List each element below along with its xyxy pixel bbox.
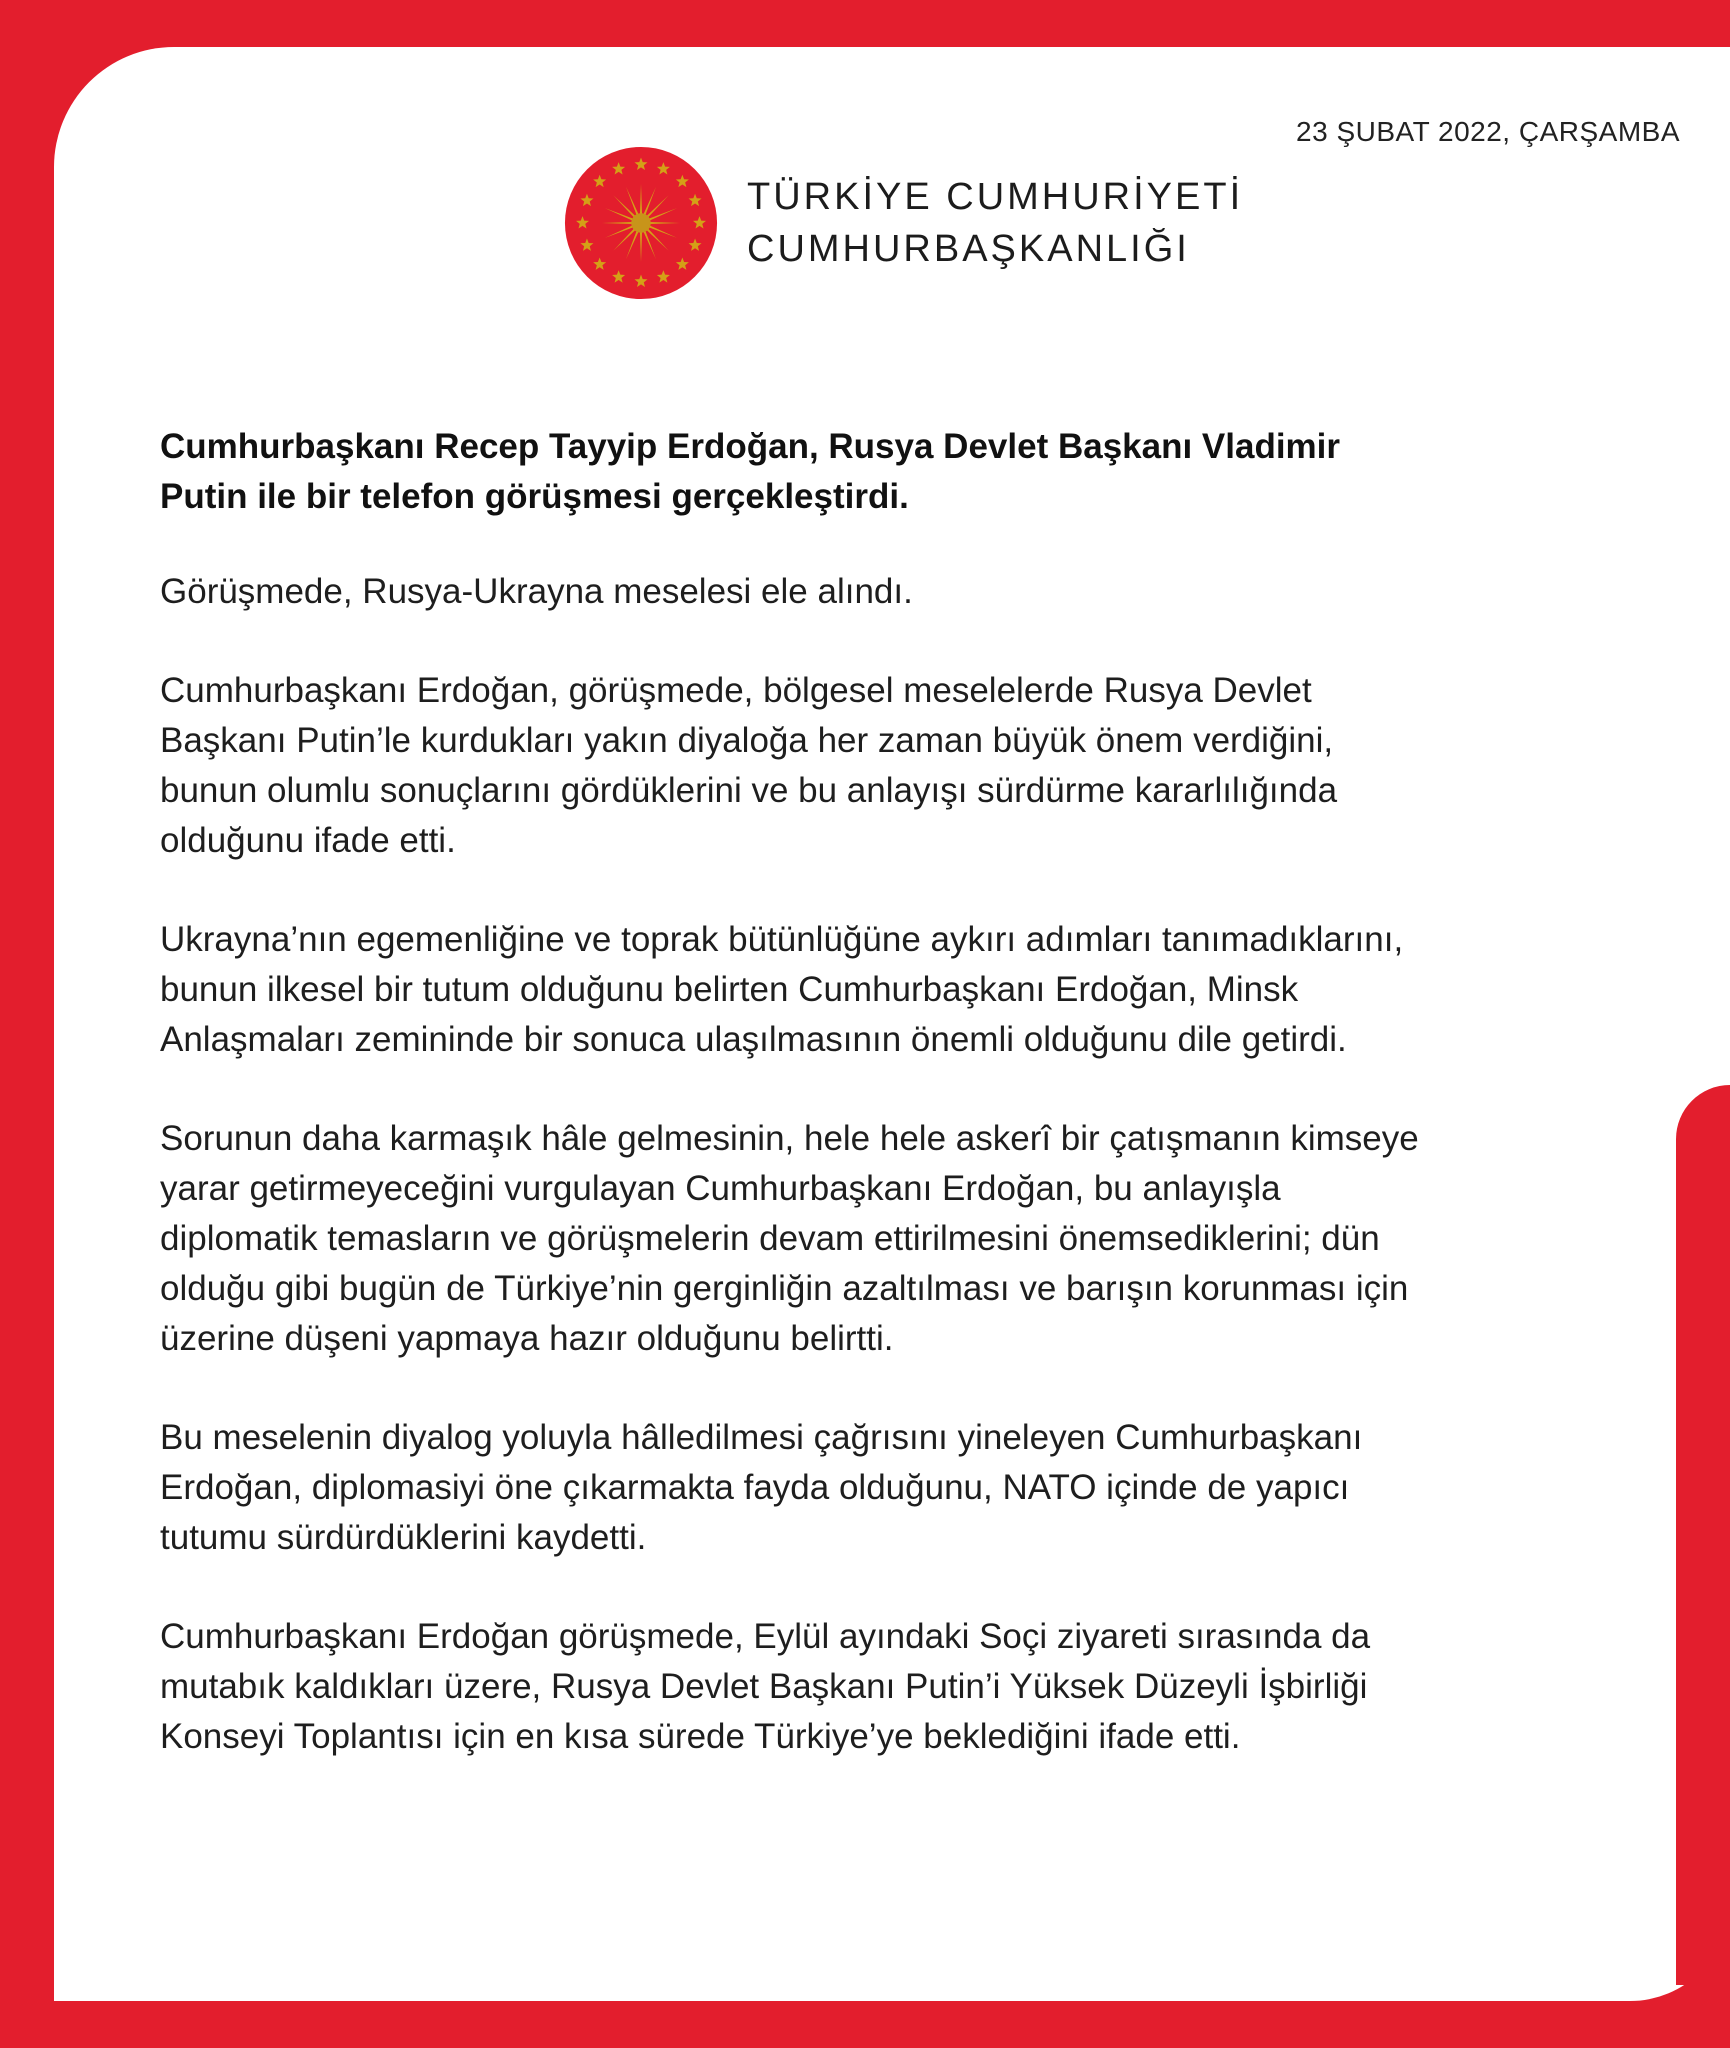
paragraph: Bu meselenin diyalog yoluyla hâlledilmesi çağrısını yineleyen Cumhurbaşkanı Erdoğan, diplomasiyi öne çıkarmakta fayda olduğunu, NATO içinde de yapıcı tutumu sürdürdüklerini kaydetti. [160,1418,1363,1557]
organization-line-1: TÜRKİYE CUMHURİYETİ [747,176,1244,218]
red-frame-left [0,720,54,980]
paragraph: Sorunun daha karmaşık hâle gelmesinin, hele hele askerî bir çatışmanın kimseye yarar getirmeyeceğini vurgulayan Cumhurbaşkanı Erdoğan, bu anlayışla diplomatik temasların ve görüşmelerin devam ettirilmesini önemsediklerini; dün olduğu gibi bugün de Türkiye’nin gerginliğin azaltılması ve barışın korunması için üzerine düşeni yapmaya hazır olduğunu belirtti. [160,1119,1419,1358]
organization-name [747,171,1243,275]
paragraph: Cumhurbaşkanı Erdoğan, görüşmede, bölgesel meselelerde Rusya Devlet Başkanı Putin’le kurdukları yakın diyaloğa her zaman büyük önem verdiğini, bunun olumlu sonuçlarını gördüklerini ve bu anlayışı sürdürme kararlılığında olduğunu ifade etti. [160,671,1338,860]
organization-line-2: CUMHURBAŞKANLIĞI [747,228,1190,270]
presidential-seal-icon [563,145,719,301]
paragraph: Görüşmede, Rusya-Ukrayna meselesi ele alındı. [160,572,913,611]
paragraph: Cumhurbaşkanı Erdoğan görüşmede, Eylül ayındaki Soçi ziyareti sırasında da mutabık kaldıkları üzere, Rusya Devlet Başkanı Putin’i Yüksek Düzeyli İşbirliği Konseyi Toplantısı için en kısa sürede Türkiye’ye beklediğini ifade etti. [160,1617,1371,1756]
letterhead [563,145,1243,301]
press-release-body [160,422,1420,1811]
press-release-title: Cumhurbaşkanı Recep Tayyip Erdoğan, Rusya Devlet Başkanı Vladimir Putin ile bir telefon görüşmesi gerçekleştirdi. [160,427,1341,516]
paragraph: Ukrayna’nın egemenliğine ve toprak bütünlüğüne aykırı adımları tanımadıklarını, bunun ilkesel bir tutum olduğunu belirten Cumhurbaşkanı Erdoğan, Minsk Anlaşmaları zemininde bir sonuca ulaşılmasının önemli olduğunu dile getirdi. [160,920,1404,1059]
document-date: 23 ŞUBAT 2022, ÇARŞAMBA [1296,116,1680,147]
red-frame-right [1676,1085,1730,1985]
